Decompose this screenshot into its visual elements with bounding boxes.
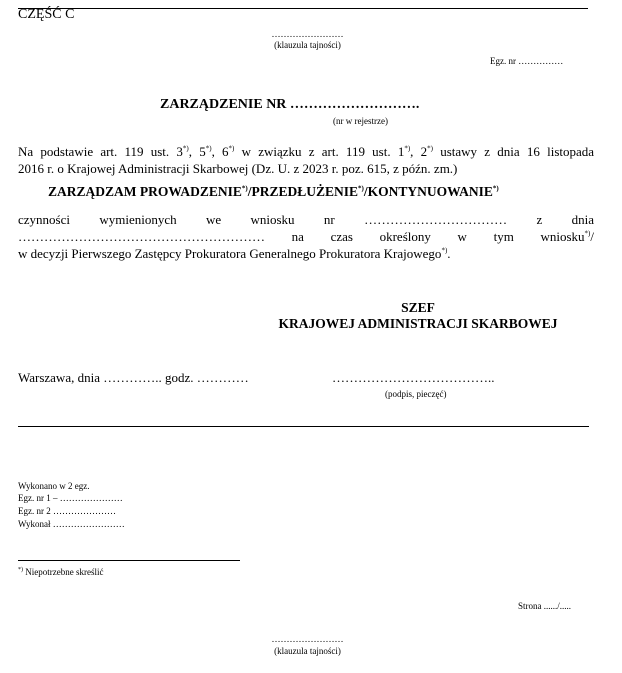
part-label: CZĘŚĆ C [18, 7, 75, 22]
classification-label-top: (klauzula tajności) [274, 40, 341, 50]
copies-made: Wykonano w 2 egz. [18, 481, 90, 491]
register-note: (nr w rejestrze) [333, 116, 388, 126]
classification-dots-bottom: …………………… [271, 634, 344, 644]
order-heading: ZARZĄDZAM PROWADZENIE*)/PRZEDŁUŻENIE*)/KONTYNUOWANIE*) [48, 184, 499, 199]
content-line-2: ………………………………………………… na czas określony w tym wniosku*)/ [18, 229, 594, 244]
page-number: Strona ....../..... [518, 601, 571, 611]
legal-basis-line-2: 2016 r. o Krajowej Administracji Skarbowej (Dz. U. z 2023 r. poz. 615, z późn. zm.) [18, 161, 458, 176]
section-rule [18, 426, 589, 427]
footnote: *) Niepotrzebne skreślić [18, 567, 104, 577]
copy-number: Egz. nr …………… [490, 56, 564, 66]
place-date-time: Warszawa, dnia ………….. godz. ………… [18, 370, 249, 385]
document-title: ZARZĄDZENIE NR ………………………. [160, 97, 420, 112]
footnote-rule [18, 560, 240, 561]
signatory-office: KRAJOWEJ ADMINISTRACJI SKARBOWEJ [278, 316, 558, 331]
signatory-title: SZEF [401, 300, 435, 315]
legal-basis-line-1: Na podstawie art. 119 ust. 3*), 5*), 6*) w związku z art. 119 ust. 1*), 2*) ustawy z dnia 16 listopada [18, 144, 595, 159]
signature-dots: ……………………………….. [332, 370, 495, 385]
content-line-3: w decyzji Pierwszego Zastępcy Prokuratora Generalnego Prokuratora Krajowego*). [18, 246, 451, 261]
executed-by: Wykonał …………………… [18, 519, 125, 529]
copy-2: Egz. nr 2 ………………… [18, 506, 116, 516]
top-rule [18, 8, 588, 9]
copy-1: Egz. nr 1 – ………………… [18, 493, 123, 503]
content-line-1: czynności wymienionych we wniosku nr …………………………… z dnia [18, 212, 595, 227]
classification-label-bottom: (klauzula tajności) [274, 646, 341, 656]
signature-note: (podpis, pieczęć) [385, 389, 447, 399]
classification-dots-top: …………………… [271, 29, 344, 39]
